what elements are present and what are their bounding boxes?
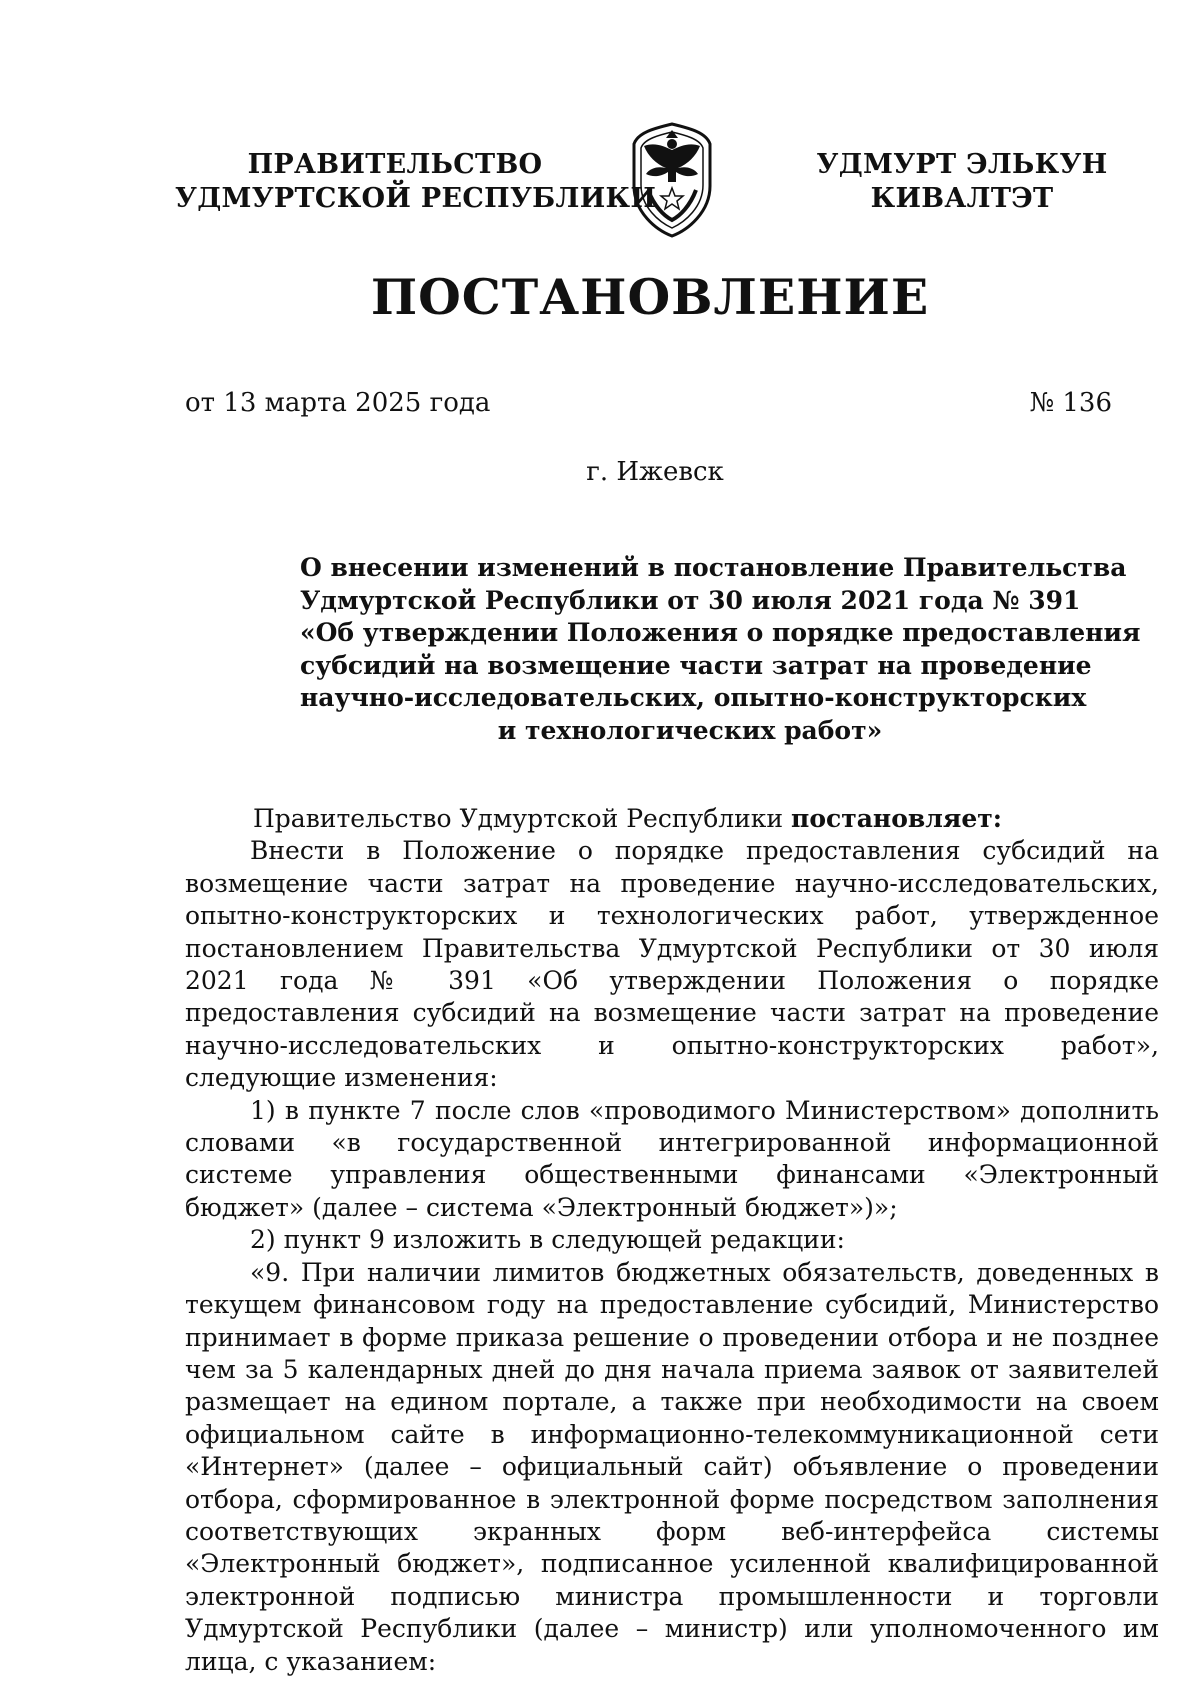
title-line: «Об утверждении Положения о порядке предоставления	[300, 618, 1141, 647]
issuer-name-udmurt	[812, 148, 1112, 216]
issuer-line-1: ПРАВИТЕЛЬСТВО	[247, 149, 543, 180]
title-line: О внесении изменений в постановление Правительства	[300, 553, 1127, 582]
body-paragraph: 2) пункт 9 изложить в следующей редакции:	[250, 1225, 845, 1255]
document-date: от 13 марта 2025 года	[185, 388, 491, 418]
issuer-line-2: УДМУРТСКОЙ РЕСПУБЛИКИ	[175, 183, 657, 214]
document-city: г. Ижевск	[586, 457, 724, 487]
intro-paragraph	[185, 803, 1159, 835]
title-line: и технологических работ»	[497, 715, 883, 745]
body-paragraph: 1) в пункте 7 после слов «проводимого Министерством» дополнить словами «в государственной интегрированной информационной системе управления общественными финансами «Электронный бюджет» (далее – система «Электронный бюджет»)»;	[185, 1095, 1159, 1222]
coat-of-arms-icon	[628, 120, 716, 240]
issuer-udmurt-line-2: КИВАЛТЭТ	[870, 183, 1054, 214]
issuer-name-russian	[175, 148, 657, 216]
document-title	[300, 552, 1141, 747]
intro-text: Правительство Удмуртской Республики	[253, 804, 792, 833]
title-line: Удмуртской Республики от 30 июля 2021 года № 391	[300, 585, 1081, 615]
document-number: № 136	[1029, 388, 1112, 418]
document-body	[185, 803, 1159, 1678]
body-paragraph: Внести в Положение о порядке предоставления субсидий на возмещение части затрат на проведение научно-исследовательских, опытно-конструкторских и технологических работ, утвержденное постановлением Правительства Удмуртской Республики от 30 июля 2021 года № 391 «Об утверждении Положения о порядке предоставления субсидий на возмещение части затрат на проведение научно-исследовательских и опытно-конструкторских работ», следующие изменения:	[185, 836, 1159, 1093]
title-line: субсидий на возмещение части затрат на проведение	[300, 650, 1092, 680]
body-paragraph: «9. При наличии лимитов бюджетных обязательств, доведенных в текущем финансовом году на предоставление субсидий, Министерство принимает в форме приказа решение о проведении отбора и не позднее чем за 5 календарных дней до дня начала приема заявок от заявителей размещает на едином портале, а также при необходимости на своем официальном сайте в информационно-телекоммуникационной сети «Интернет» (далее – официальный сайт) объявление о проведении отбора, сформированное в электронной форме посредством заполнения соответствующих экранных форм веб-интерфейса системы «Электронный бюджет», подписанное усиленной квалифицированной электронной подписью министра промышленности и торговли Удмуртской Республики (далее – министр) или уполномоченного им лица, с указанием:	[185, 1257, 1159, 1676]
issuer-udmurt-line-1: УДМУРТ ЭЛЬКУН	[816, 149, 1108, 180]
title-line: научно-исследовательских, опытно-конструкторских	[300, 683, 1087, 712]
intro-bold-verb: постановляет:	[791, 804, 1002, 833]
document-type-heading: ПОСТАНОВЛЕНИЕ	[370, 268, 930, 326]
